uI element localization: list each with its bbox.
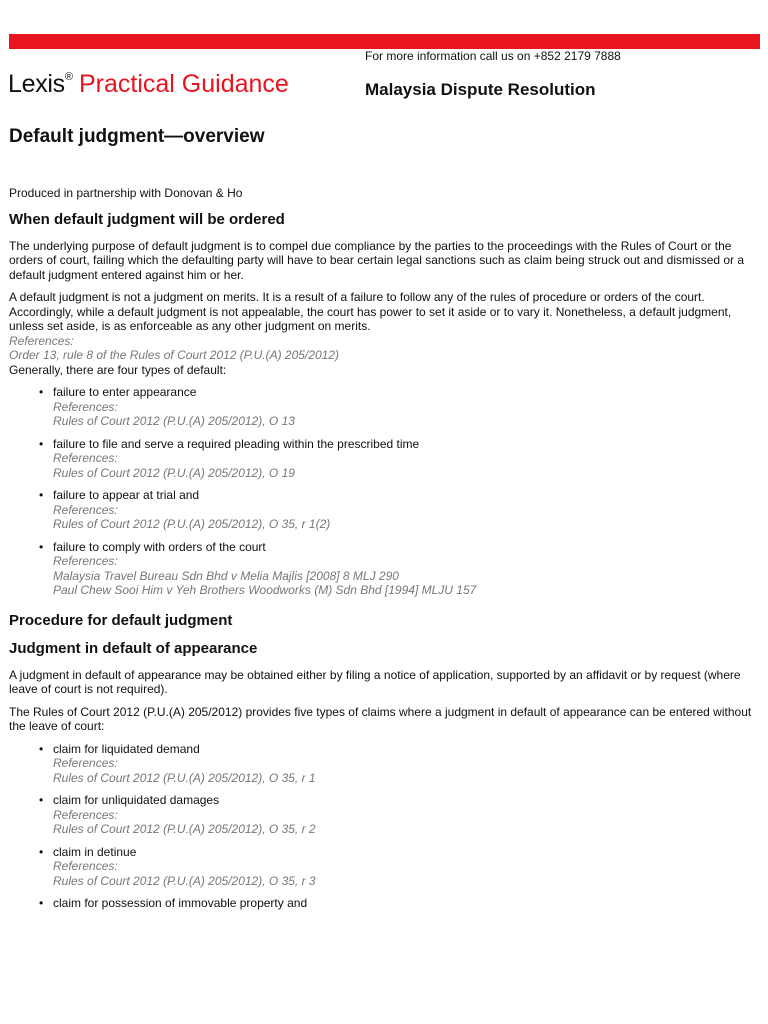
list-item <box>39 741 761 786</box>
reference-link[interactable]: Rules of Court 2012 (P.U.(A) 205/2012), O 35, r 1(2) <box>53 517 331 531</box>
reference-link[interactable]: Rules of Court 2012 (P.U.(A) 205/2012), O 19 <box>53 465 295 480</box>
lexis-practical-guidance-logo <box>8 60 289 101</box>
paragraph: Generally, there are four types of default: <box>9 362 227 377</box>
header-red-bar <box>9 34 760 49</box>
bullet: • <box>39 488 44 502</box>
partner-credit: Produced in partnership with Donovan & Ho <box>9 186 243 200</box>
logo-registered-mark: ® <box>64 71 73 83</box>
bullet: • <box>39 539 44 554</box>
claim-types-list <box>9 742 761 911</box>
practice-area-title: Malaysia Dispute Resolution <box>365 80 596 99</box>
list-item-text: claim for possession of immovable property and <box>53 896 308 910</box>
bullet: • <box>39 385 44 399</box>
paragraph: A judgment in default of appearance may be obtained either by filing a notice of application, supported by an affidavit or by request (where leave of court is not required). <box>9 667 741 696</box>
list-item-text: claim for liquidated demand <box>53 741 200 756</box>
paragraph: A default judgment is not a judgment on merits. It is a result of a failure to follow any of the rules of procedure or orders of the court. Accordingly, while a default judgment is not appealable, the court has power to set it aside or to vary it. Nonetheless, a default judgment, unless set aside, is as enforceable as any other judgment on merits. <box>9 290 732 333</box>
bullet: • <box>39 844 44 859</box>
bullet: • <box>39 436 44 451</box>
document-body <box>9 186 761 919</box>
subsection-heading-default-appearance: Judgment in default of appearance <box>9 639 258 657</box>
logo-lexis: Lexis <box>8 70 65 98</box>
bullet: • <box>39 741 44 756</box>
list-item <box>39 385 761 429</box>
reference-link[interactable]: Paul Chew Sooi Him v Yeh Brothers Woodworks (M) Sdn Bhd [1994] MLJU 157 <box>53 583 477 597</box>
contact-info: For more information call us on +852 2179 7888 <box>365 49 621 63</box>
reference-link[interactable]: Rules of Court 2012 (P.U.(A) 205/2012), O 35, r 3 <box>53 873 316 888</box>
paragraph: The underlying purpose of default judgment is to compel due compliance by the parties to the proceedings with the Rules of Court or the orders of court, failing which the defaulting party will have to bear certain legal sanctions such as claim being struck out and dismissed or a default judgment entered against him or her. <box>9 238 745 282</box>
references-label: References: <box>53 399 118 414</box>
document-title: Default judgment—overview <box>9 126 265 147</box>
logo-practical-guidance: Practical Guidance <box>78 70 289 98</box>
list-item-text: failure to enter appearance <box>53 385 197 399</box>
default-types-list <box>9 385 761 598</box>
paragraph: The Rules of Court 2012 (P.U.(A) 205/2012) provides five types of claims where a judgment in default of appearance can be entered without the leave of court: <box>9 704 752 733</box>
list-item <box>39 896 761 911</box>
references-label: References: <box>9 333 74 348</box>
list-item-text: claim for unliquidated damages <box>53 793 220 807</box>
reference-link[interactable]: Rules of Court 2012 (P.U.(A) 205/2012), O 13 <box>53 414 295 428</box>
list-item <box>39 844 761 889</box>
references-label: References: <box>53 807 118 822</box>
list-item <box>39 793 761 837</box>
references-label: References: <box>53 502 118 517</box>
reference-link[interactable]: Malaysia Travel Bureau Sdn Bhd v Melia Majlis [2008] 8 MLJ 290 <box>53 568 399 583</box>
references-label: References: <box>53 859 118 873</box>
bullet: • <box>39 793 44 807</box>
section-heading-when-ordered: When default judgment will be ordered <box>9 210 285 228</box>
list-item-text: failure to file and serve a required pleading within the prescribed time <box>53 436 420 451</box>
section-heading-procedure: Procedure for default judgment <box>9 611 233 629</box>
references-label: References: <box>53 554 118 568</box>
reference-link[interactable]: Rules of Court 2012 (P.U.(A) 205/2012), O 35, r 1 <box>53 770 316 785</box>
reference-link[interactable]: Rules of Court 2012 (P.U.(A) 205/2012), O 35, r 2 <box>53 822 316 836</box>
references-label: References: <box>53 451 118 465</box>
references-label: References: <box>53 756 118 770</box>
bullet: • <box>39 896 44 910</box>
list-item <box>39 488 761 532</box>
list-item-text: failure to comply with orders of the court <box>53 539 266 554</box>
list-item <box>39 436 761 481</box>
list-item <box>39 539 761 598</box>
list-item-text: claim in detinue <box>53 844 137 859</box>
reference-link[interactable]: Order 13, rule 8 of the Rules of Court 2012 (P.U.(A) 205/2012) <box>9 348 339 362</box>
list-item-text: failure to appear at trial and <box>53 488 200 502</box>
